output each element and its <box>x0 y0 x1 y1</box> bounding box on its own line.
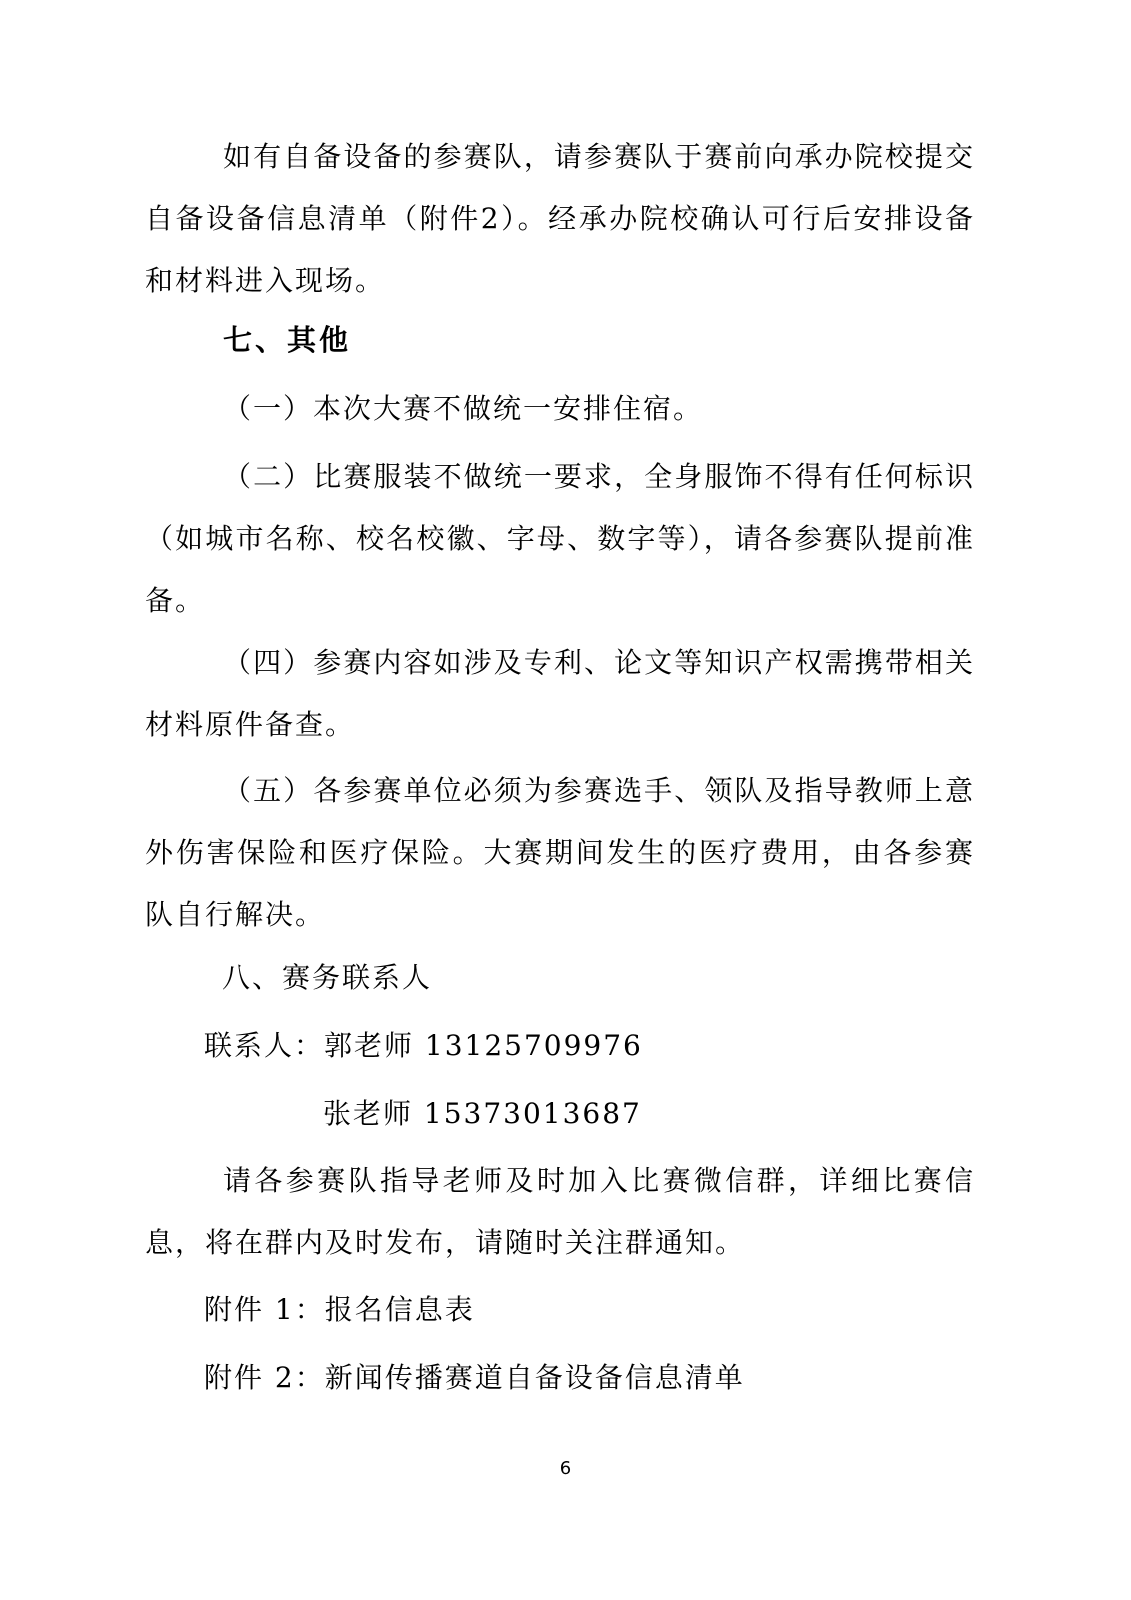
contact-line-1: 联系人：郭老师 13125709976 <box>204 1029 643 1062</box>
paragraph-group-notice: 请各参赛队指导老师及时加入比赛微信群，详细比赛信息，将在群内及时发布，请随时关注群通知。 <box>145 1164 975 1259</box>
paragraph-item-2: （二）比赛服装不做统一要求，全身服饰不得有任何标识（如城市名称、校名校徽、字母、数字等），请各参赛队提前准备。 <box>145 460 975 617</box>
attachment-1: 附件 1：报名信息表 <box>204 1293 475 1326</box>
section-heading-other: 七、其他 <box>223 323 352 357</box>
page-number: 6 <box>559 1458 572 1479</box>
paragraph-item-4: （四）参赛内容如涉及专利、论文等知识产权需携带相关材料原件备查。 <box>145 646 975 741</box>
paragraph-item-5: （五）各参赛单位必须为参赛选手、领队及指导教师上意外伤害保险和医疗保险。大赛期间发生的医疗费用，由各参赛队自行解决。 <box>145 774 975 931</box>
paragraph-equipment: 如有自备设备的参赛队，请参赛队于赛前向承办院校提交自备设备信息清单（附件2）。经承办院校确认可行后安排设备和材料进入现场。 <box>145 140 975 297</box>
section-heading-contacts: 八、赛务联系人 <box>222 961 433 994</box>
contact-line-2: 张老师 15373013687 <box>323 1097 642 1130</box>
paragraph-item-1: （一）本次大赛不做统一安排住宿。 <box>223 392 704 425</box>
attachment-2: 附件 2：新闻传播赛道自备设备信息清单 <box>204 1361 745 1394</box>
